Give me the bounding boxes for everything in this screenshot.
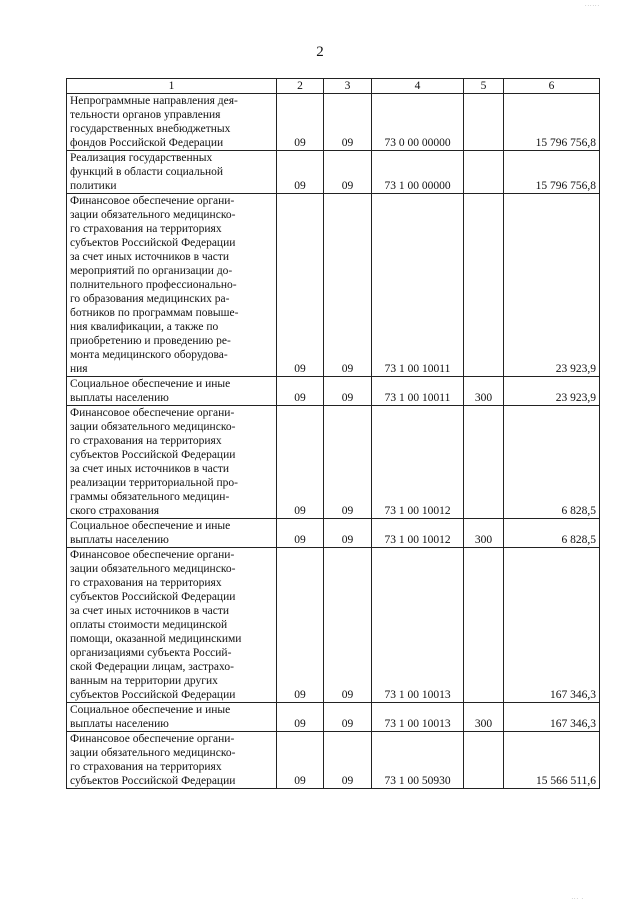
header-col-5: 5 bbox=[464, 79, 504, 94]
row-expense-type-code: 300 bbox=[464, 519, 504, 548]
row-expense-type-code bbox=[464, 194, 504, 377]
table-row bbox=[67, 703, 600, 732]
row-name-line: Финансовое обеспечение органи- bbox=[70, 407, 235, 419]
table-row bbox=[67, 732, 600, 789]
table-row bbox=[67, 151, 600, 194]
row-amount: 6 828,5 bbox=[504, 519, 600, 548]
row-subsection-code: 09 bbox=[324, 377, 372, 406]
row-name bbox=[67, 732, 277, 789]
row-target-article-code: 73 1 00 10013 bbox=[372, 703, 464, 732]
row-name-line: помощи, оказанной медицинскими bbox=[70, 633, 242, 645]
row-section-code: 09 bbox=[277, 377, 324, 406]
row-name-line: государственных внебюджетных bbox=[70, 123, 231, 135]
row-amount: 6 828,5 bbox=[504, 406, 600, 519]
table-row bbox=[67, 377, 600, 406]
row-subsection-code: 09 bbox=[324, 548, 372, 703]
row-name-line: Финансовое обеспечение органи- bbox=[70, 733, 235, 745]
row-target-article-code: 73 1 00 00000 bbox=[372, 151, 464, 194]
row-name-line: фондов Российской Федерации bbox=[70, 137, 224, 149]
row-name-line: ния bbox=[70, 363, 88, 375]
header-col-6: 6 bbox=[504, 79, 600, 94]
header-row bbox=[67, 79, 600, 94]
row-subsection-code: 09 bbox=[324, 151, 372, 194]
row-expense-type-code bbox=[464, 406, 504, 519]
row-subsection-code: 09 bbox=[324, 732, 372, 789]
table-body bbox=[67, 94, 600, 789]
row-name-line: функций в области социальной bbox=[70, 166, 224, 178]
row-name-line: зации обязательного медицинско- bbox=[70, 563, 236, 575]
row-name-line: политики bbox=[70, 180, 117, 192]
row-subsection-code: 09 bbox=[324, 194, 372, 377]
row-amount: 15 566 511,6 bbox=[504, 732, 600, 789]
row-name-line: го образования медицинских ра- bbox=[70, 293, 230, 305]
row-name-line: за счет иных источников в части bbox=[70, 605, 230, 617]
table-row bbox=[67, 194, 600, 377]
row-name-line: субъектов Российской Федерации bbox=[70, 237, 236, 249]
row-amount: 23 923,9 bbox=[504, 377, 600, 406]
row-name-line: монта медицинского оборудова- bbox=[70, 349, 228, 361]
row-name-line: полнительного профессионально- bbox=[70, 279, 237, 291]
row-name-line: приобретению и проведению ре- bbox=[70, 335, 231, 347]
row-name-line: ского страхования bbox=[70, 505, 160, 517]
row-name bbox=[67, 194, 277, 377]
row-subsection-code: 09 bbox=[324, 406, 372, 519]
row-name-line: за счет иных источников в части bbox=[70, 463, 230, 475]
row-name-line: организациями субъекта Россий- bbox=[70, 647, 232, 659]
row-section-code: 09 bbox=[277, 194, 324, 377]
row-expense-type-code: 300 bbox=[464, 377, 504, 406]
row-expense-type-code bbox=[464, 732, 504, 789]
row-amount: 15 796 756,8 bbox=[504, 151, 600, 194]
row-name-line: субъектов Российской Федерации bbox=[70, 591, 236, 603]
row-name bbox=[67, 151, 277, 194]
row-name-line: ванным на территории других bbox=[70, 675, 218, 687]
row-name-line: выплаты населению bbox=[70, 718, 169, 730]
row-name-line: го страхования на территориях bbox=[70, 223, 222, 235]
row-name-line: го страхования на территориях bbox=[70, 577, 222, 589]
table-row bbox=[67, 548, 600, 703]
row-section-code: 09 bbox=[277, 94, 324, 151]
page-number: 2 bbox=[316, 44, 324, 60]
row-amount: 23 923,9 bbox=[504, 194, 600, 377]
budget-table bbox=[66, 78, 600, 789]
row-target-article-code: 73 1 00 50930 bbox=[372, 732, 464, 789]
row-subsection-code: 09 bbox=[324, 94, 372, 151]
row-name bbox=[67, 377, 277, 406]
row-target-article-code: 73 0 00 00000 bbox=[372, 94, 464, 151]
row-expense-type-code bbox=[464, 94, 504, 151]
header-col-2: 2 bbox=[277, 79, 324, 94]
row-section-code: 09 bbox=[277, 519, 324, 548]
row-section-code: 09 bbox=[277, 732, 324, 789]
row-name-line: оплаты стоимости медицинской bbox=[70, 619, 228, 631]
row-name-line: Социальное обеспечение и иные bbox=[70, 378, 231, 390]
row-name-line: зации обязательного медицинско- bbox=[70, 747, 236, 759]
table-row bbox=[67, 94, 600, 151]
row-target-article-code: 73 1 00 10012 bbox=[372, 519, 464, 548]
row-name bbox=[67, 94, 277, 151]
row-name-line: выплаты населению bbox=[70, 534, 169, 546]
row-amount: 167 346,3 bbox=[504, 703, 600, 732]
row-name-line: Социальное обеспечение и иные bbox=[70, 704, 231, 716]
row-expense-type-code bbox=[464, 548, 504, 703]
row-name-line: выплаты населению bbox=[70, 392, 169, 404]
row-name-line: субъектов Российской Федерации bbox=[70, 449, 236, 461]
row-amount: 15 796 756,8 bbox=[504, 94, 600, 151]
row-name bbox=[67, 548, 277, 703]
row-expense-type-code: 300 bbox=[464, 703, 504, 732]
row-section-code: 09 bbox=[277, 406, 324, 519]
row-target-article-code: 73 1 00 10011 bbox=[372, 377, 464, 406]
row-target-article-code: 73 1 00 10013 bbox=[372, 548, 464, 703]
row-section-code: 09 bbox=[277, 151, 324, 194]
row-name-line: го страхования на территориях bbox=[70, 435, 222, 447]
row-name-line: граммы обязательного медицин- bbox=[70, 491, 230, 503]
row-subsection-code: 09 bbox=[324, 703, 372, 732]
row-section-code: 09 bbox=[277, 703, 324, 732]
table-row bbox=[67, 519, 600, 548]
row-name-line: Непрограммные направления дея- bbox=[70, 95, 238, 107]
row-name bbox=[67, 703, 277, 732]
row-expense-type-code bbox=[464, 151, 504, 194]
row-name-line: ния квалификации, а также по bbox=[70, 321, 219, 333]
row-name-line: тельности органов управления bbox=[70, 109, 221, 121]
row-name-line: Финансовое обеспечение органи- bbox=[70, 549, 235, 561]
row-name-line: мероприятий по организации до- bbox=[70, 265, 233, 277]
row-target-article-code: 73 1 00 10011 bbox=[372, 194, 464, 377]
row-section-code: 09 bbox=[277, 548, 324, 703]
row-name-line: субъектов Российской Федерации bbox=[70, 775, 236, 787]
row-subsection-code: 09 bbox=[324, 519, 372, 548]
row-name bbox=[67, 406, 277, 519]
row-target-article-code: 73 1 00 10012 bbox=[372, 406, 464, 519]
row-name-line: го страхования на территориях bbox=[70, 761, 222, 773]
row-name-line: Реализация государственных bbox=[70, 152, 213, 164]
row-amount: 167 346,3 bbox=[504, 548, 600, 703]
scan-mark-top: ...... bbox=[585, 2, 600, 8]
row-name-line: субъектов Российской Федерации bbox=[70, 689, 236, 701]
row-name-line: Социальное обеспечение и иные bbox=[70, 520, 231, 532]
row-name-line: зации обязательного медицинско- bbox=[70, 209, 236, 221]
table-row bbox=[67, 406, 600, 519]
scan-mark-bottom: ... . bbox=[571, 895, 584, 901]
row-name-line: за счет иных источников в части bbox=[70, 251, 230, 263]
row-name-line: ской Федерации лицам, застрахо- bbox=[70, 661, 234, 673]
row-name-line: Финансовое обеспечение органи- bbox=[70, 195, 235, 207]
header-col-4: 4 bbox=[372, 79, 464, 94]
row-name-line: реализации территориальной про- bbox=[70, 477, 238, 489]
row-name bbox=[67, 519, 277, 548]
row-name-line: зации обязательного медицинско- bbox=[70, 421, 236, 433]
row-name-line: ботников по программам повыше- bbox=[70, 307, 239, 319]
header-col-1: 1 bbox=[67, 79, 277, 94]
header-col-3: 3 bbox=[324, 79, 372, 94]
